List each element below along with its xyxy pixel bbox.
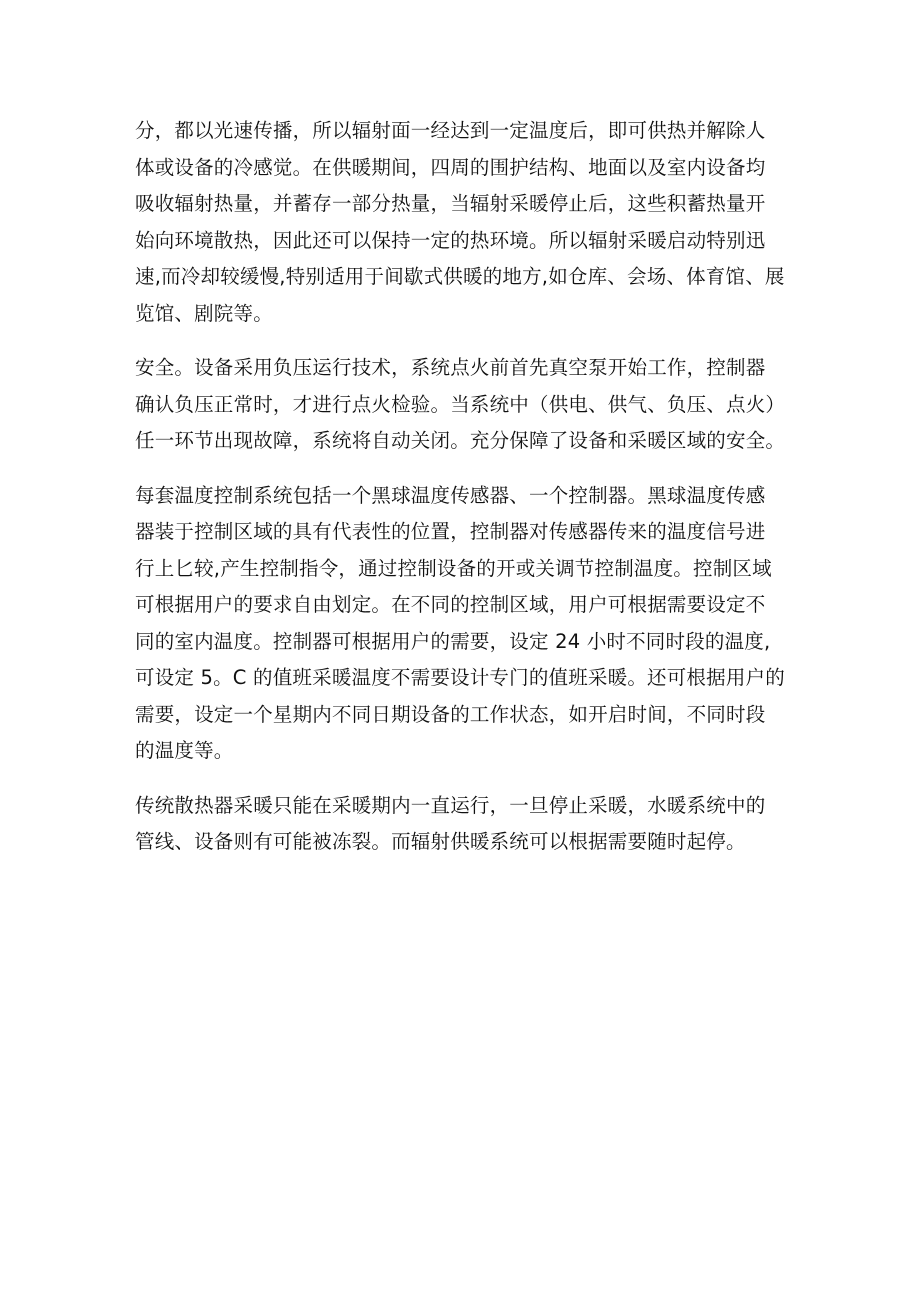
text-line: 传统散热器采暖只能在采暖期内一直运行，一旦停止采暖，水暖系统中的 xyxy=(135,793,766,817)
text-line: 同的室内温度。控制器可根据用户的需要，设定 24 小时不同时段的温度, xyxy=(135,629,771,653)
text-line: 器装于控制区域的具有代表性的位置，控制器对传感器传来的温度信号进 xyxy=(135,520,766,543)
paragraph-safety xyxy=(135,350,795,460)
text-line: 安全。设备采用负压运行技术，系统点火前首先真空泵开始工作，控制器 xyxy=(135,356,766,379)
text-line: 可设定 5。C 的值班采暖温度不需要设计专门的值班采暖。还可根据用户的 xyxy=(135,666,785,689)
text-line: 的温度等。 xyxy=(135,739,234,762)
text-line: 速,而冷却较缓慢,特别适用于间歇式供暖的地方,如仓库、会场、体育馆、展 xyxy=(135,265,785,288)
text-line: 每套温度控制系统包括一个黑球温度传感器、一个控制器。黑球温度传感 xyxy=(135,483,766,507)
text-line: 分，都以光速传播，所以辐射面一经达到一定温度后，即可供热并解除人 xyxy=(135,119,766,142)
text-line: 需要，设定一个星期内不同日期设备的工作状态，如开启时间，不同时段 xyxy=(135,702,766,726)
text-line: 可根据用户的要求自由划定。在不同的控制区域，用户可根据需要设定不 xyxy=(135,593,766,616)
paragraph-radiant-heating-speed xyxy=(135,113,795,332)
text-line: 行上匕较,产生控制指令，通过控制设备的开或关调节控制温度。控制区域 xyxy=(135,556,772,580)
text-line: 体或设备的冷感觉。在供暖期间，四周的围护结构、地面以及室内设备均 xyxy=(135,155,766,179)
paragraph-temperature-control xyxy=(135,478,795,770)
document-body xyxy=(135,113,795,879)
paragraph-traditional-radiator xyxy=(135,788,795,861)
text-line: 任一环节出现故障，系统将自动关闭。充分保障了设备和采暖区域的安全。 xyxy=(135,429,786,452)
text-line: 始向环境散热，因此还可以保持一定的热环境。所以辐射采暖启动特别迅 xyxy=(135,228,766,252)
text-line: 管线、设备则有可能被冻裂。而辐射供暖系统可以根据需要随时起停。 xyxy=(135,830,746,853)
text-line: 吸收辐射热量，并蓄存一部分热量，当辐射采暖停止后，这些积蓄热量开 xyxy=(135,192,766,215)
text-line: 确认负压正常时，才进行点火检验。当系统中（供电、供气、负压、点火） xyxy=(135,392,786,416)
text-line: 览馆、剧院等。 xyxy=(135,301,273,325)
